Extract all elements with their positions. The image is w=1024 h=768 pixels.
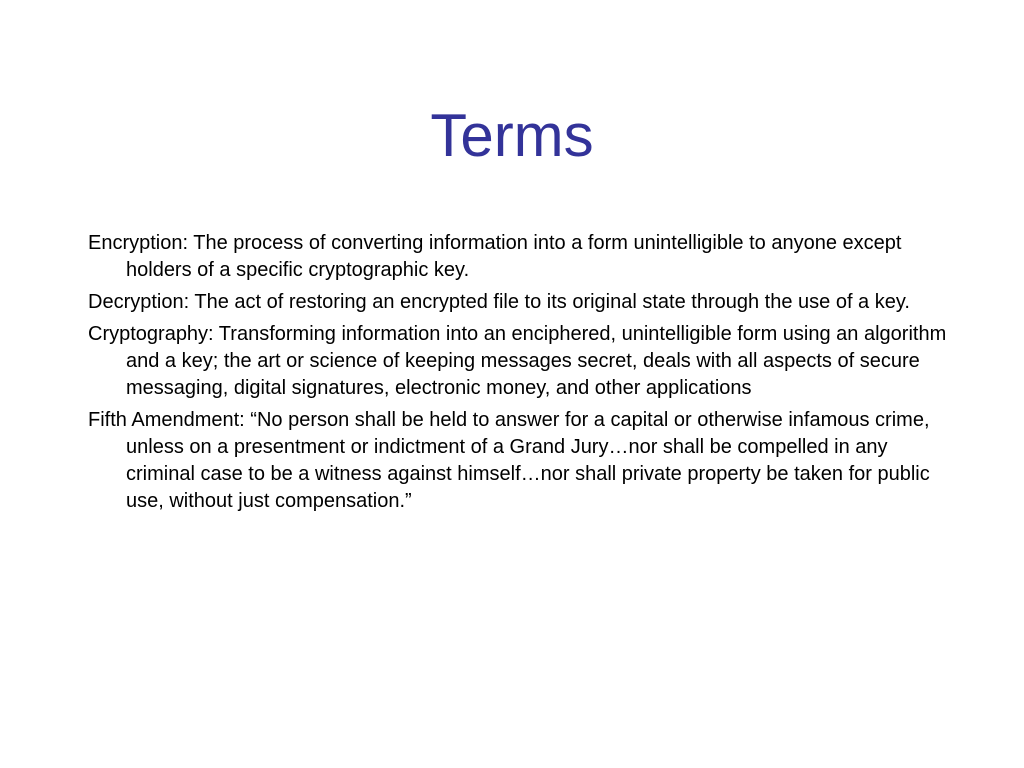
slide-title: Terms	[430, 102, 594, 169]
term-cryptography: Cryptography: Transforming information into an enciphered, unintelligible form using an algorithm and a key; the art or science of keeping messages secret, deals with all aspects of secure messaging, digital signatures, electronic money, and other applications	[88, 323, 947, 399]
term-encryption: Encryption: The process of converting information into a form unintelligible to anyone except holders of a specific cryptographic key.	[88, 232, 902, 281]
term-list	[88, 230, 948, 520]
term-decryption: Decryption: The act of restoring an encrypted file to its original state through the use of a key.	[88, 291, 910, 313]
term-fifth-amendment: Fifth Amendment: “No person shall be held to answer for a capital or otherwise infamous crime, unless on a presentment or indictment of a Grand Jury…nor shall be compelled in any criminal case to be a witness against himself…nor shall private property be taken for public use, without just compensation.”	[88, 409, 930, 512]
